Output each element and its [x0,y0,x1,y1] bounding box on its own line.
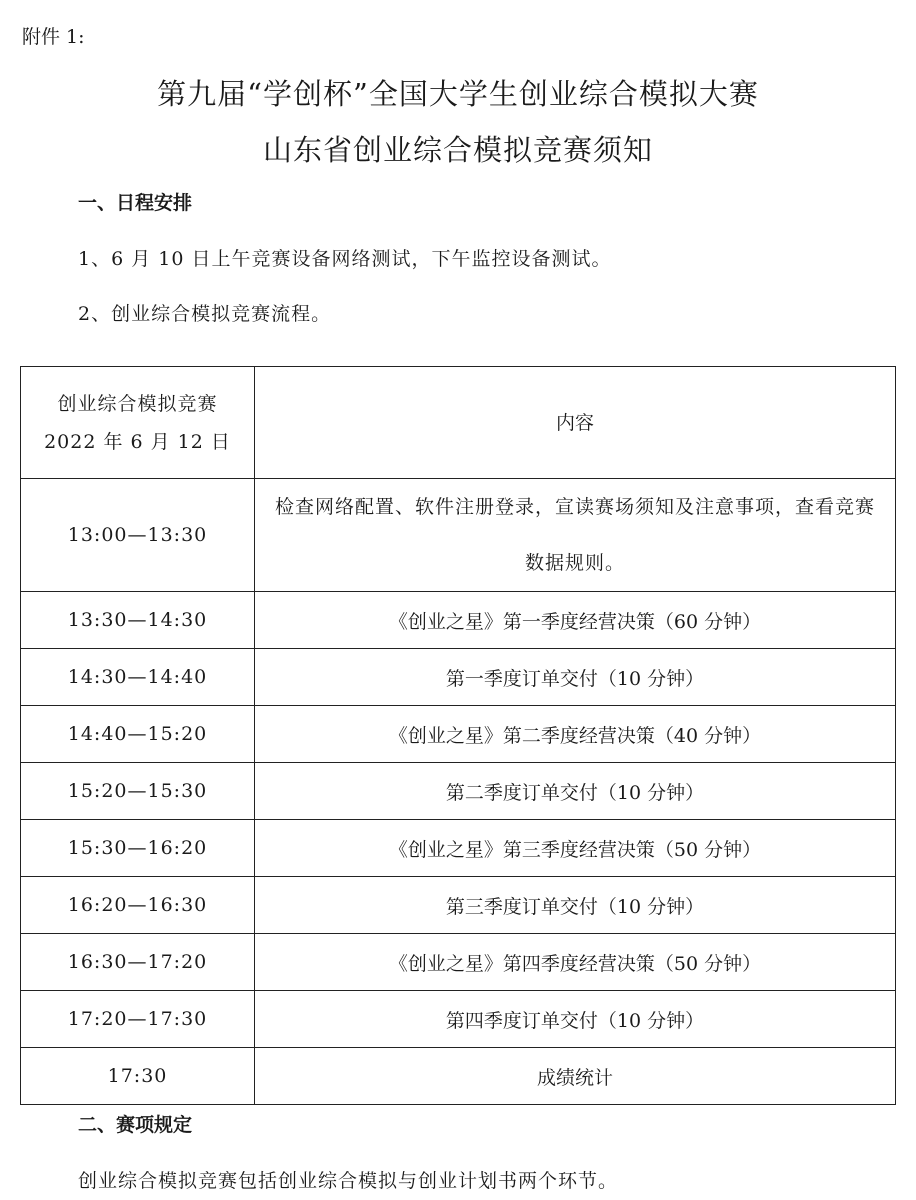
row-content: 《创业之星》第二季度经营决策（40 分钟） [255,706,896,763]
row-time: 17:30 [21,1048,255,1105]
row-time: 14:30—14:40 [21,649,255,706]
row-time: 13:00—13:30 [21,479,255,592]
table-row [21,934,896,991]
row-time: 15:20—15:30 [21,763,255,820]
table-row [21,706,896,763]
document-title: 第九届“学创杯”全国大学生创业综合模拟大赛 [157,77,759,111]
table-row [21,1048,896,1105]
table-row [21,877,896,934]
row-content: 第四季度订单交付（10 分钟） [255,991,896,1048]
row-content: 《创业之星》第三季度经营决策（50 分钟） [255,820,896,877]
row-content: 第一季度订单交付（10 分钟） [255,649,896,706]
rules-paragraph: 创业综合模拟竞赛包括创业综合模拟与创业计划书两个环节。 [78,1170,619,1192]
row-content: 第二季度订单交付（10 分钟） [255,763,896,820]
schedule-item-1: 1、6 月 10 日上午竞赛设备网络测试，下午监控设备测试。 [78,248,612,270]
table-row [21,991,896,1048]
row-content: 《创业之星》第四季度经营决策（50 分钟） [255,934,896,991]
table-row [21,592,896,649]
table-row [21,820,896,877]
header-competition-name: 创业综合模拟竞赛 [57,392,218,415]
row-time: 17:20—17:30 [21,991,255,1048]
header-content: 内容 [255,367,896,479]
section-heading-rules: 二、赛项规定 [78,1114,193,1136]
row-time: 15:30—16:20 [21,820,255,877]
header-competition-date [21,367,255,479]
row-time: 16:20—16:30 [21,877,255,934]
document-subtitle: 山东省创业综合模拟竞赛须知 [262,133,653,167]
schedule-table [20,366,896,1105]
table-row [21,649,896,706]
row-content: 成绩统计 [255,1048,896,1105]
row-time: 16:30—17:20 [21,934,255,991]
table-header-row [21,367,896,479]
row-content: 第三季度订单交付（10 分钟） [255,877,896,934]
row-time: 13:30—14:30 [21,592,255,649]
row-content: 检查网络配置、软件注册登录，宣读赛场须知及注意事项，查看竞赛数据规则。 [255,479,896,592]
section-heading-schedule: 一、日程安排 [78,192,193,214]
row-time: 14:40—15:20 [21,706,255,763]
row-content: 《创业之星》第一季度经营决策（60 分钟） [255,592,896,649]
attachment-label: 附件 1: [22,26,85,48]
schedule-item-2: 2、创业综合模拟竞赛流程。 [78,303,332,325]
table-row [21,763,896,820]
table-row [21,479,896,592]
header-date: 2022 年 6 月 12 日 [44,430,231,453]
